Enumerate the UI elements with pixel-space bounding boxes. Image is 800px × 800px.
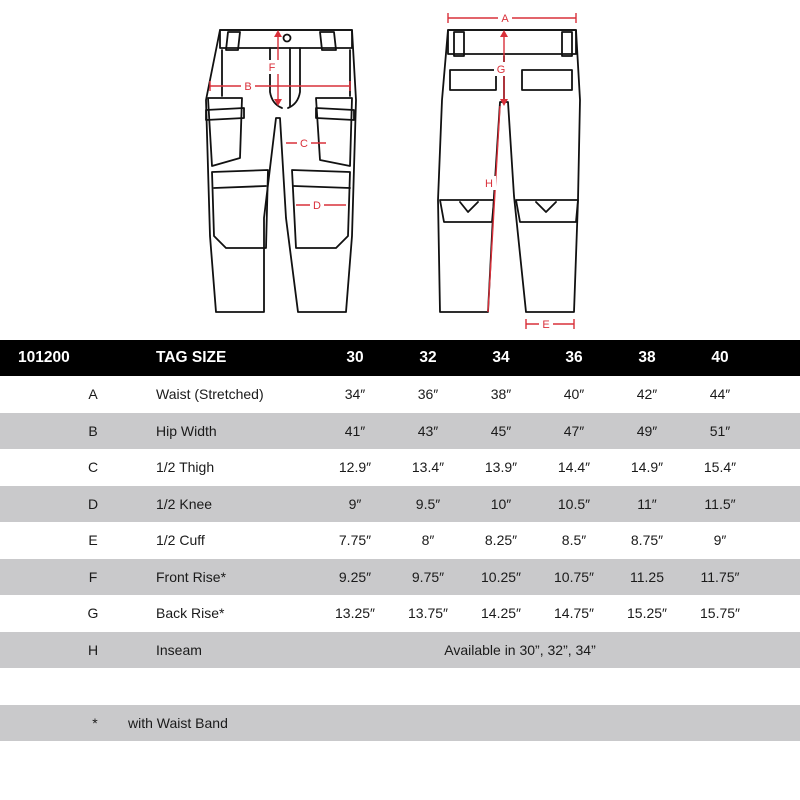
measurement-value: 11″ (637, 495, 657, 512)
size-heading: 36 (565, 349, 583, 366)
measurement-arrows (274, 30, 508, 106)
measurement-value: 10.75″ (554, 568, 594, 585)
label-f: F (268, 62, 276, 74)
measurement-label: Back Rise* (156, 605, 225, 622)
tag-size-heading: TAG SIZE (156, 349, 227, 366)
measurement-value: 13.25″ (335, 605, 375, 622)
label-d: D (313, 200, 321, 212)
measurement-value: 49″ (636, 422, 658, 439)
inseam-availability: Available in 30”, 32”, 34” (444, 641, 596, 658)
measurement-value: 40″ (563, 386, 585, 403)
measurement-value: 10.5″ (557, 495, 591, 512)
measurement-value: 11.5″ (704, 495, 736, 512)
measurement-code: E (88, 532, 98, 549)
measurement-value: 9.75″ (411, 568, 445, 585)
style-code: 101200 (18, 349, 70, 366)
measurement-value: 15.75″ (700, 605, 740, 622)
measurement-code: H (87, 641, 99, 658)
measurement-value: 11.25 (630, 568, 664, 585)
measurement-value: 10″ (490, 495, 512, 512)
measurement-value: 15.25″ (627, 605, 667, 622)
measurement-value: 8.25″ (484, 532, 518, 549)
table-row (0, 486, 800, 523)
table-row (0, 632, 800, 669)
table-row (0, 376, 800, 413)
label-h: H (485, 178, 493, 190)
footnote-text: with Waist Band (128, 714, 228, 731)
measurement-value: 13.4″ (411, 459, 445, 476)
measurement-code: C (87, 459, 99, 476)
measurement-value: 9.25″ (338, 568, 372, 585)
label-b: B (244, 81, 252, 93)
measurement-code: G (87, 605, 99, 622)
size-heading: 40 (711, 349, 729, 366)
measurement-value: 51″ (709, 422, 731, 439)
blank-row (0, 668, 800, 705)
table-row (0, 413, 800, 450)
table-row (0, 522, 800, 559)
measurement-label: Hip Width (156, 422, 217, 439)
measurement-label: Waist (Stretched) (156, 386, 264, 403)
pants-diagram (0, 0, 800, 340)
measurement-label: Inseam (156, 641, 202, 658)
label-g: G (496, 64, 506, 76)
back-view-pants (438, 30, 580, 312)
measurement-value: 7.75″ (338, 532, 372, 549)
table-row (0, 449, 800, 486)
measurement-value: 43″ (417, 422, 439, 439)
table-row (0, 559, 800, 596)
size-heading: 38 (638, 349, 656, 366)
measurement-value: 15.4″ (703, 459, 737, 476)
measurement-value: 13.9″ (484, 459, 518, 476)
measurement-label: 1/2 Thigh (156, 459, 215, 476)
measurement-value: 14.25″ (481, 605, 521, 622)
size-heading: 32 (419, 349, 437, 366)
measurement-value: 10.25″ (481, 568, 521, 585)
table-row (0, 595, 800, 632)
measurement-code: A (88, 386, 98, 403)
measurement-value: 14.9″ (630, 459, 664, 476)
size-chart-table (0, 340, 800, 741)
measurement-value: 41″ (344, 422, 366, 439)
measurement-value: 9.5″ (415, 495, 441, 512)
measurement-value: 38″ (490, 386, 512, 403)
measurement-value: 14.75″ (554, 605, 594, 622)
measurement-value: 9″ (348, 495, 362, 512)
measurement-value: 12.9″ (338, 459, 372, 476)
measurement-value: 14.4″ (557, 459, 591, 476)
measurement-value: 34″ (344, 386, 366, 403)
measurement-label: 1/2 Cuff (156, 532, 205, 549)
measurement-value: 8.75″ (630, 532, 664, 549)
size-heading: 30 (346, 349, 364, 366)
footnote-row (0, 705, 800, 742)
measurement-code: B (88, 422, 98, 439)
label-a: A (501, 13, 509, 25)
front-view-pants (206, 30, 356, 312)
label-c: C (300, 138, 308, 150)
measurement-code: D (87, 495, 99, 512)
measurement-value: 9″ (713, 532, 727, 549)
measurement-value: 11.75″ (700, 568, 740, 585)
measurement-value: 13.75″ (408, 605, 448, 622)
size-heading: 34 (492, 349, 510, 366)
footnote-marker: * (92, 714, 98, 731)
table-header-row (0, 340, 800, 376)
measurement-value: 47″ (563, 422, 585, 439)
measurement-label: Front Rise* (156, 568, 227, 585)
measurement-code: F (88, 568, 98, 585)
measurement-value: 36″ (417, 386, 439, 403)
measurement-label: 1/2 Knee (156, 495, 213, 512)
label-e: E (542, 319, 550, 331)
measurement-value: 45″ (490, 422, 512, 439)
measurement-value: 44″ (709, 386, 731, 403)
measurement-value: 42″ (636, 386, 658, 403)
measurement-value: 8″ (421, 532, 435, 549)
measurement-value: 8.5″ (561, 532, 587, 549)
